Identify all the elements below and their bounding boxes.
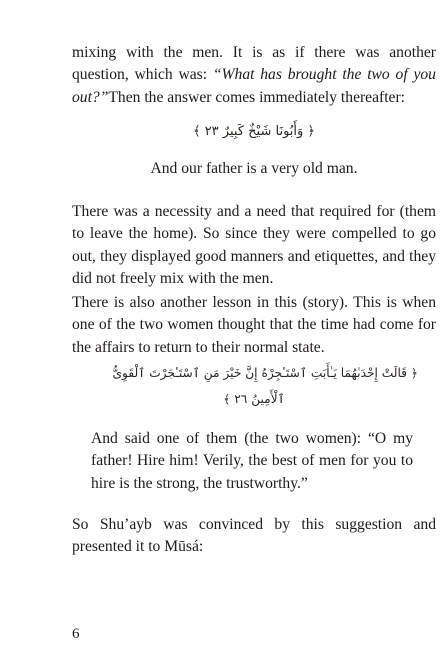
translation-2 [91,428,413,495]
quran-verse-1: ﴿ وَأَبُونَا شَيْخٌ كَبِيرٌ ٢٣ ﴾ [192,124,316,139]
paragraph-convinced [72,514,436,559]
paragraph-question [72,42,436,109]
paragraph-text: There is also another lesson in this (story). This is when one of the two women thought that the time had come for the affairs to return to their normal state. [72,294,436,356]
translation-1: And our father is a very old man. [150,160,358,177]
italic-question: “What has brought the two of you out?” [72,66,436,106]
paragraph-necessity [72,201,436,290]
paragraph-text: mixing with the men. It is as if there was another question, which was: [72,44,436,84]
quote-text: And said one of them (the two women): “O my father! Hire him! Verily, the best of men for you to hire is the strong, the trustworthy.” [91,430,413,492]
paragraph-text: Then the answer comes immediately thereafter: [108,88,405,106]
paragraph-text: So Shu’ayb was convinced by this suggestion and presented it to Mūsá: [72,516,436,556]
paragraph-text: There was a necessity and a need that required for (them to leave the home). So since they were compelled to go out, they displayed good manners and etiquettes, and they did not freely mix with the men. [72,203,436,287]
page-number: 6 [72,626,80,642]
quran-verse-2-line-1: ﴿ قَالَتْ إِحْدَىٰهُمَا يَـٰأَبَتِ ٱسْتَـٔجِرْهُ إِنَّ خَيْرَ مَنِ ٱسْتَـٔجَرْتَ ٱلْقَوِىُّ [112,366,418,380]
quran-verse-2-line-2: ٱلْأَمِينُ ٢٦ ﴾ [223,392,285,406]
paragraph-lesson [72,292,436,359]
